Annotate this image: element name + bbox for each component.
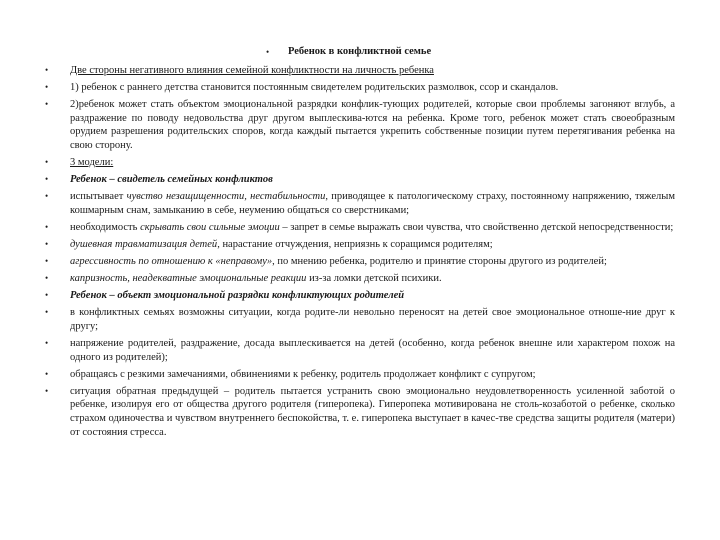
list-item [0, 81, 720, 95]
list-item [0, 190, 720, 217]
text-run-italic: агрессивность по отношению к «неправому» [70, 256, 273, 268]
text-run: – запрет в семье выражать свои чувства, что свойственно детской непосредственности; [279, 221, 674, 233]
list-item-text [70, 385, 675, 439]
text-run-italic: скрывать свои сильные эмоции [140, 221, 280, 233]
text-run: в конфликтных семьях возможны ситуации, когда родите-ли невольно переносят на детей свое эмоциональное отноше-ние друг к другу; [70, 307, 675, 332]
model-heading: Ребенок – свидетель семейных конфликтов [70, 174, 273, 186]
bullet-marker: • [45, 65, 49, 75]
list-item-text [70, 289, 675, 303]
text-run: 2)ребенок может стать объектом эмоциональной разрядки конфлик-тующих родителей, которые свои проблемы загоняют вглубь, а раздражение по поводу недовольства друг другом выплескива-ются на ребенка. Кроме того, ребенок может стать своеобразным орудием разрешения родительских споров, когда каждый пытается укрепить собственные позиции путем перетягивания ребенка на свою сторону. [70, 99, 675, 151]
bullet-marker: • [45, 273, 49, 284]
list-item-text [70, 238, 675, 252]
list-item [0, 238, 720, 252]
text-run-italic: чувство незащищенности, нестабильности [126, 191, 326, 203]
text-run-italic: душевная травматизация детей [70, 239, 218, 251]
list-item-text [70, 98, 675, 152]
text-run: , нарастание отчуждения, неприязнь к соращимся родителям; [217, 239, 493, 251]
bullet-marker: • [45, 82, 49, 93]
list-item [0, 255, 720, 269]
list-item-text [70, 64, 675, 78]
text-run: напряжение родителей, раздражение, досада выплескивается на детей (особенно, когда ребенок внешне или характером похож на одного из родителей); [70, 338, 675, 363]
list-item-text [70, 255, 675, 269]
list-item-text [70, 272, 675, 286]
bullet-marker: • [45, 256, 49, 267]
bullet-marker: • [45, 239, 49, 250]
list-item [0, 173, 720, 187]
list-item [0, 64, 720, 78]
list-item-text [70, 156, 675, 170]
bullet-marker: • [45, 338, 49, 349]
list-item [0, 337, 720, 364]
text-run: ситуация обратная предыдущей – родитель пытается устранить свою эмоционально неудовлетворенность усиленной заботой о ребенке, изолируя его от общества другого родителя (гиперопека). Гиперопека мотивирована не столь-козаботой о ребенке, сколько страхом одиночества и чувством внутреннего беспокойства, т. е. гиперопека выступает в качес-тве средства защиты родителя (матери) от состояния стресса. [70, 385, 675, 438]
list-item [0, 98, 720, 152]
list-item [0, 385, 720, 439]
list-item [0, 221, 720, 235]
bullet-marker: • [45, 157, 49, 168]
text-run: испытывает [70, 191, 127, 203]
bullet-marker: • [45, 99, 49, 110]
title-bullet: • [266, 47, 270, 57]
list-item-text [70, 368, 675, 382]
list-item-text [70, 81, 675, 95]
bullet-list [0, 64, 720, 443]
text-run: из-за ломки детской психики. [306, 273, 442, 285]
bullet-marker: • [45, 174, 49, 185]
list-item [0, 272, 720, 286]
bullet-marker: • [45, 191, 49, 202]
slide-title [0, 44, 720, 60]
models-heading: 3 модели: [70, 157, 114, 169]
list-item [0, 368, 720, 382]
text-run: , приводящее к патологическому страху, постоянному напряжению, тяжелым кошмарным снам, замыканию в себе, неумению общаться со сверстниками; [70, 191, 675, 216]
text-run-italic: капризность, неадекватные эмоциональные реакции [70, 273, 307, 285]
title-text: Ребенок в конфликтной семье [288, 46, 432, 57]
bullet-marker: • [45, 290, 49, 301]
list-item-text [70, 221, 675, 235]
bullet-marker: • [45, 385, 49, 396]
list-item-text [70, 173, 675, 187]
text-run: обращаясь с резкими замечаниями, обвинениями к ребенку, родитель продолжает конфликт с супругом; [70, 368, 536, 380]
bullet-marker: • [45, 221, 49, 232]
text-run: , по мнению ребенка, родителю и принятие стороны другого из родителей; [272, 256, 607, 268]
text-run: необходимость [70, 221, 141, 233]
model-heading: Ребенок – объект эмоциональной разрядки конфликтующих родителей [70, 290, 405, 302]
list-item [0, 289, 720, 303]
list-item-text [70, 306, 675, 333]
bullet-marker: • [45, 307, 49, 318]
list-item-text [70, 337, 675, 364]
list-item [0, 306, 720, 333]
text-run: 1) ребенок с раннего детства становится постоянным свидетелем родительских размолвок, ссор и скандалов. [70, 82, 559, 94]
list-item [0, 156, 720, 170]
bullet-marker: • [45, 368, 49, 379]
list-item-text [70, 190, 675, 217]
section-heading: Две стороны негативного влияния семейной конфликтности на личность ребенка [70, 65, 434, 76]
